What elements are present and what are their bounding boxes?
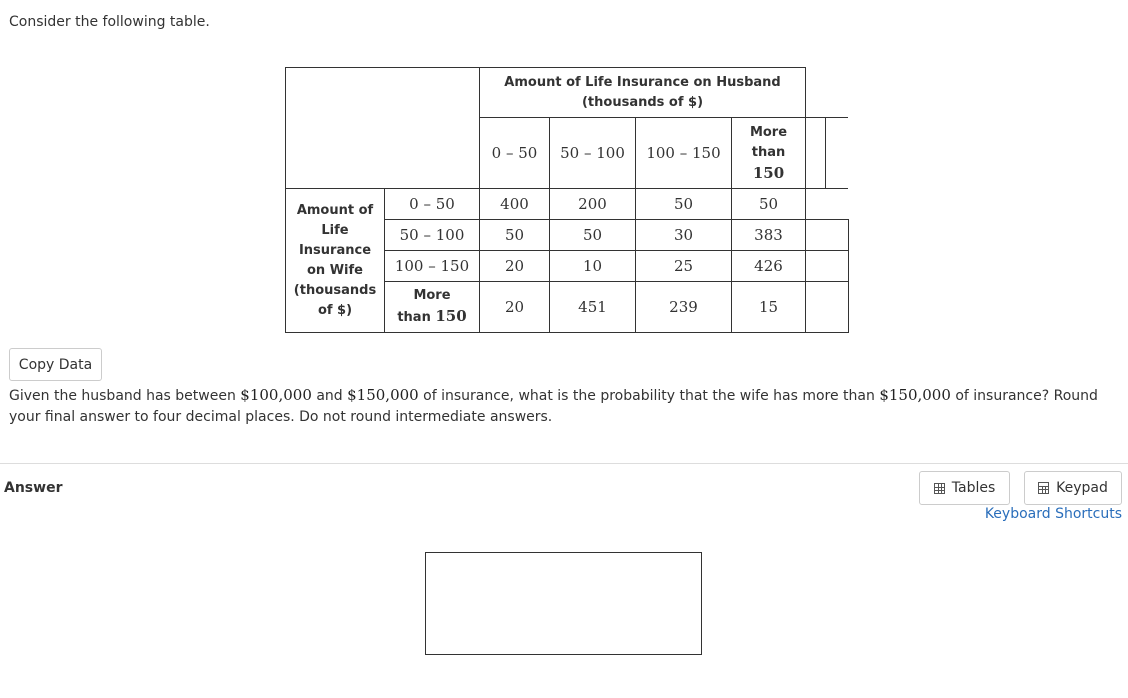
table-cell: 20 (480, 251, 550, 282)
table-cell: 25 (636, 251, 732, 282)
question-text (9, 385, 1109, 428)
section-divider (0, 463, 1128, 464)
keypad-icon (1038, 482, 1049, 494)
table-cell: 50 (732, 189, 806, 220)
table-cell: 50 (636, 189, 732, 220)
tables-button-label: Tables (951, 480, 996, 496)
question-amount: $150,000 (347, 386, 419, 404)
keypad-button-label: Keypad (1056, 480, 1108, 496)
table-cell: 239 (636, 282, 732, 333)
question-part: of insurance? Round your final answer to four decimal places. Do not round intermediate answers. (9, 388, 1098, 425)
copy-data-button[interactable]: Copy Data (9, 348, 102, 381)
table-cell: 383 (732, 220, 806, 251)
question-part: Given the husband has between (9, 388, 241, 404)
question-amount: $150,000 (879, 386, 951, 404)
intro-text: Consider the following table. (9, 14, 210, 30)
col-header: More than 150 (732, 118, 806, 189)
table-cell: 10 (550, 251, 636, 282)
wife-group-header: Amount of Life Insurance on Wife (thousands of $) (286, 189, 385, 333)
row-header: 50 – 100 (385, 220, 480, 251)
table-grid-icon (934, 483, 945, 494)
empty-header-cell (806, 118, 849, 189)
table-cell: 30 (636, 220, 732, 251)
question-part: and (311, 388, 348, 404)
col-header: 100 – 150 (636, 118, 732, 189)
answer-label: Answer (4, 480, 63, 496)
table-cell: 200 (550, 189, 636, 220)
table-cell: 426 (732, 251, 806, 282)
col-header: 50 – 100 (550, 118, 636, 189)
row-header: More than 150 (385, 282, 480, 333)
empty-cell (806, 282, 849, 333)
table-cell: 20 (480, 282, 550, 333)
row-header: 100 – 150 (385, 251, 480, 282)
empty-cell (806, 251, 849, 282)
keyboard-shortcuts-link[interactable]: Keyboard Shortcuts (984, 506, 1122, 522)
table-cell: 400 (480, 189, 550, 220)
table-cell: 50 (550, 220, 636, 251)
husband-group-header: Amount of Life Insurance on Husband (thousands of $) (480, 68, 806, 118)
table-corner (286, 68, 480, 189)
table-cell: 15 (732, 282, 806, 333)
row-header: 0 – 50 (385, 189, 480, 220)
table-cell: 451 (550, 282, 636, 333)
table-cell: 50 (480, 220, 550, 251)
col-header: 0 – 50 (480, 118, 550, 189)
tables-button[interactable] (919, 471, 1010, 505)
contingency-table (285, 67, 849, 333)
empty-cell (806, 220, 849, 251)
question-amount: $100,000 (240, 386, 312, 404)
answer-input[interactable] (425, 552, 702, 655)
keypad-button[interactable] (1024, 471, 1122, 505)
question-part: of insurance, what is the probability that the wife has more than (418, 388, 880, 404)
